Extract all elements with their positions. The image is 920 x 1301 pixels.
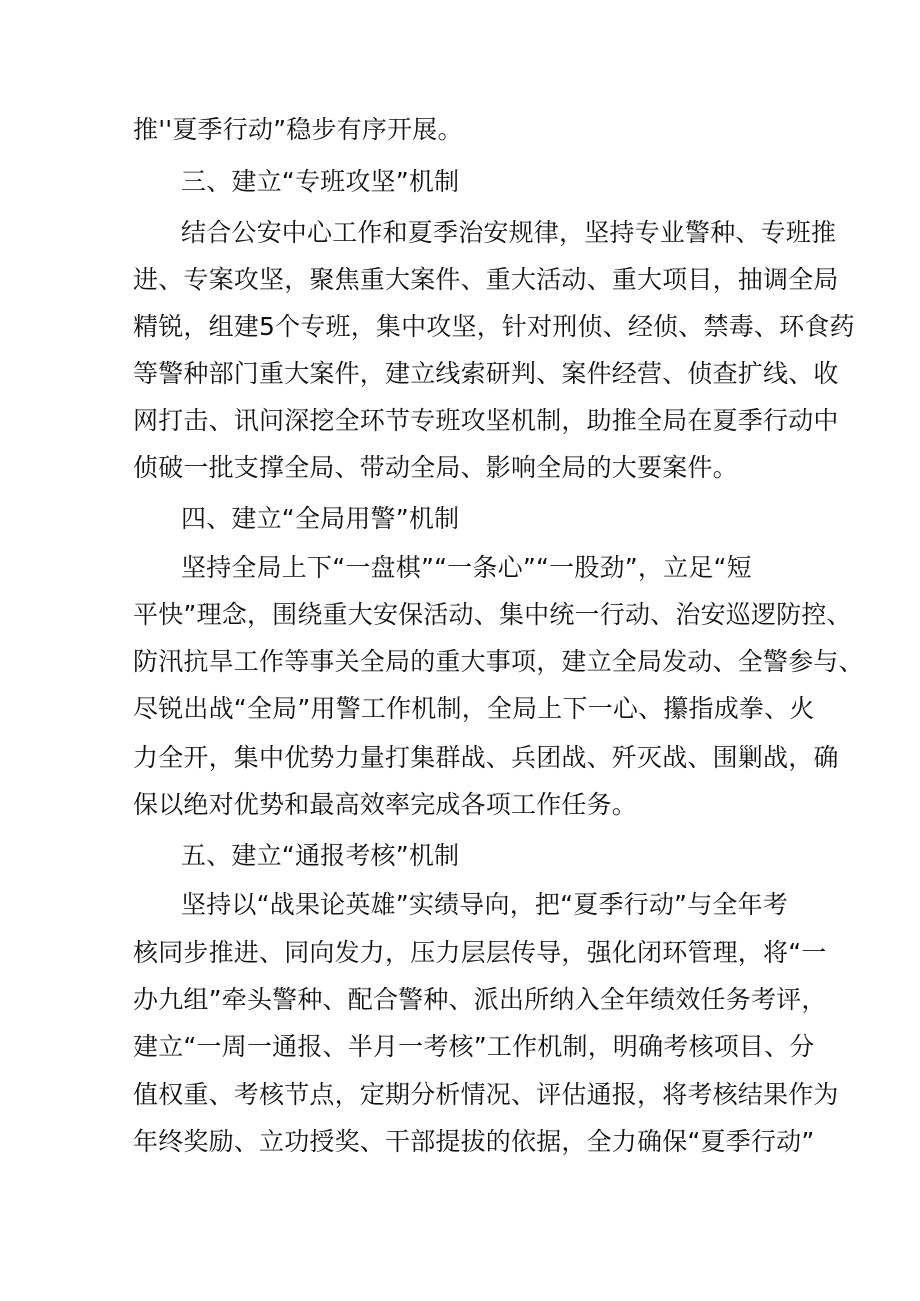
paragraph-line: 网打击、讯问深挖全环节专班攻坚机制，助推全局在夏季行动中 (133, 406, 839, 435)
paragraph-line: 推''夏季行动”稳步有序开展。 (133, 115, 463, 144)
paragraph-line: 结合公安中心工作和夏季治安规律，坚持专业警种、专班推 (181, 218, 837, 247)
paragraph-line: 办九组”牵头警种、配合警种、派出所纳入全年绩效任务考评， (133, 985, 827, 1014)
section-heading-3: 三、建立“专班攻坚”机制 (181, 167, 460, 196)
paragraph-line: 防汛抗旱工作等事关全局的重大事项，建立全局发动、全警参与、 (133, 647, 864, 676)
paragraph-line: 尽锐出战“全局”用警工作机制，全局上下一心、攥指成拳、火 (133, 694, 815, 723)
paragraph-line: 平快”理念，围绕重大安保活动、集中统一行动、治安巡逻防控、 (133, 600, 852, 629)
paragraph-line: 年终奖励、立功授奖、干部提拔的依据，全力确保“夏季行动” (133, 1127, 815, 1156)
paragraph-line: 坚持以“战果论英雄”实绩导向，把“夏季行动”与全年考 (181, 890, 789, 919)
paragraph-line: 核同步推进、同向发力，压力层层传导，强化闭环管理，将“一 (133, 938, 827, 967)
paragraph-line: 精锐，组建5个专班，集中攻坚，针对刑侦、经侦、禁毒、环食药 (133, 312, 855, 341)
paragraph-line: 坚持全局上下“一盘棋”“一条心”“一股劲”，立足“短 (181, 553, 752, 582)
paragraph-line: 保以绝对优势和最高效率完成各项工作任务。 (133, 790, 638, 819)
paragraph-line: 侦破一批支撑全局、带动全局、影响全局的大要案件。 (133, 453, 738, 482)
section-heading-5: 五、建立“通报考核”机制 (181, 841, 460, 870)
section-heading-4: 四、建立“全局用警”机制 (181, 504, 460, 533)
paragraph-line: 进、专案攻坚，聚焦重大案件、重大活动、重大项目，抽调全局 (133, 265, 839, 294)
paragraph-line: 建立“一周一通报、半月一考核”工作机制，明确考核项目、分 (133, 1032, 815, 1061)
paragraph-line: 值权重、考核节点，定期分析情况、评估通报，将考核结果作为 (133, 1080, 839, 1109)
paragraph-line: 力全开，集中优势力量打集群战、兵团战、歼灭战、围剿战，确 (133, 743, 839, 772)
paragraph-line: 等警种部门重大案件，建立线索研判、案件经营、侦查扩线、收 (133, 359, 839, 388)
